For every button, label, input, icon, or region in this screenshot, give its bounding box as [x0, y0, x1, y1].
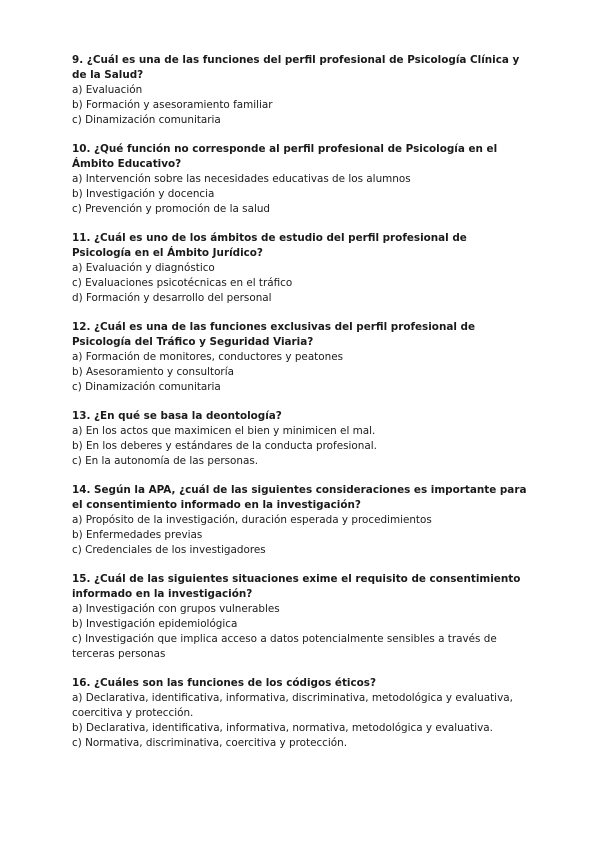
question-title: 10. ¿Qué función no corresponde al perfil profesional de Psicología en el Ámbito Educativo? — [72, 143, 498, 170]
question-12 — [72, 320, 527, 395]
question-title: 15. ¿Cuál de las siguientes situaciones exime el requisito de consentimiento informado en la investigación? — [72, 573, 521, 600]
question-title: 9. ¿Cuál es una de las funciones del perfil profesional de Psicología Clínica y de la Salud? — [72, 54, 520, 81]
question-title: 14. Según la APA, ¿cuál de las siguientes consideraciones es importante para el consentimiento informado en la investigación? — [72, 484, 527, 511]
option-c: c) Credenciales de los investigadores — [72, 544, 266, 556]
option-b: b) Investigación epidemiológica — [72, 618, 238, 630]
option-d: d) Formación y desarrollo del personal — [72, 292, 272, 304]
option-b: b) En los deberes y estándares de la conducta profesional. — [72, 440, 377, 452]
question-title: 16. ¿Cuáles son las funciones de los códigos éticos? — [72, 677, 376, 689]
option-a: a) En los actos que maximicen el bien y minimicen el mal. — [72, 425, 376, 437]
option-b: b) Investigación y docencia — [72, 188, 215, 200]
question-title: 12. ¿Cuál es una de las funciones exclusivas del perfil profesional de Psicología del Tráfico y Seguridad Viaria? — [72, 321, 476, 348]
option-c: c) Dinamización comunitaria — [72, 381, 221, 393]
question-11 — [72, 231, 527, 306]
question-title: 13. ¿En qué se basa la deontología? — [72, 410, 282, 422]
option-c: c) En la autonomía de las personas. — [72, 455, 259, 467]
question-title: 11. ¿Cuál es uno de los ámbitos de estudio del perfil profesional de Psicología en el Ámbito Jurídico? — [72, 232, 467, 259]
option-a: a) Evaluación — [72, 84, 143, 96]
question-16 — [72, 676, 527, 751]
option-c: c) Evaluaciones psicotécnicas en el tráfico — [72, 277, 293, 289]
option-c: c) Normativa, discriminativa, coercitiva y protección. — [72, 737, 348, 749]
question-15 — [72, 572, 527, 662]
option-c: c) Prevención y promoción de la salud — [72, 203, 271, 215]
option-a: a) Declarativa, identificativa, informativa, discriminativa, metodológica y evaluativa, coercitiva y protección. — [72, 692, 513, 719]
option-a: a) Intervención sobre las necesidades educativas de los alumnos — [72, 173, 411, 185]
option-b: b) Formación y asesoramiento familiar — [72, 99, 273, 111]
option-b: b) Asesoramiento y consultoría — [72, 366, 234, 378]
option-a: a) Investigación con grupos vulnerables — [72, 603, 280, 615]
option-b: b) Declarativa, identificativa, informativa, normativa, metodológica y evaluativa. — [72, 722, 493, 734]
document-page — [72, 53, 527, 765]
question-9 — [72, 53, 527, 128]
option-a: a) Propósito de la investigación, duración esperada y procedimientos — [72, 514, 432, 526]
option-c: c) Investigación que implica acceso a datos potencialmente sensibles a través de terceras personas — [72, 633, 497, 660]
option-a: a) Evaluación y diagnóstico — [72, 262, 215, 274]
option-c: c) Dinamización comunitaria — [72, 114, 221, 126]
option-b: b) Enfermedades previas — [72, 529, 203, 541]
question-14 — [72, 483, 527, 558]
question-13 — [72, 409, 527, 469]
question-10 — [72, 142, 527, 217]
option-a: a) Formación de monitores, conductores y peatones — [72, 351, 344, 363]
